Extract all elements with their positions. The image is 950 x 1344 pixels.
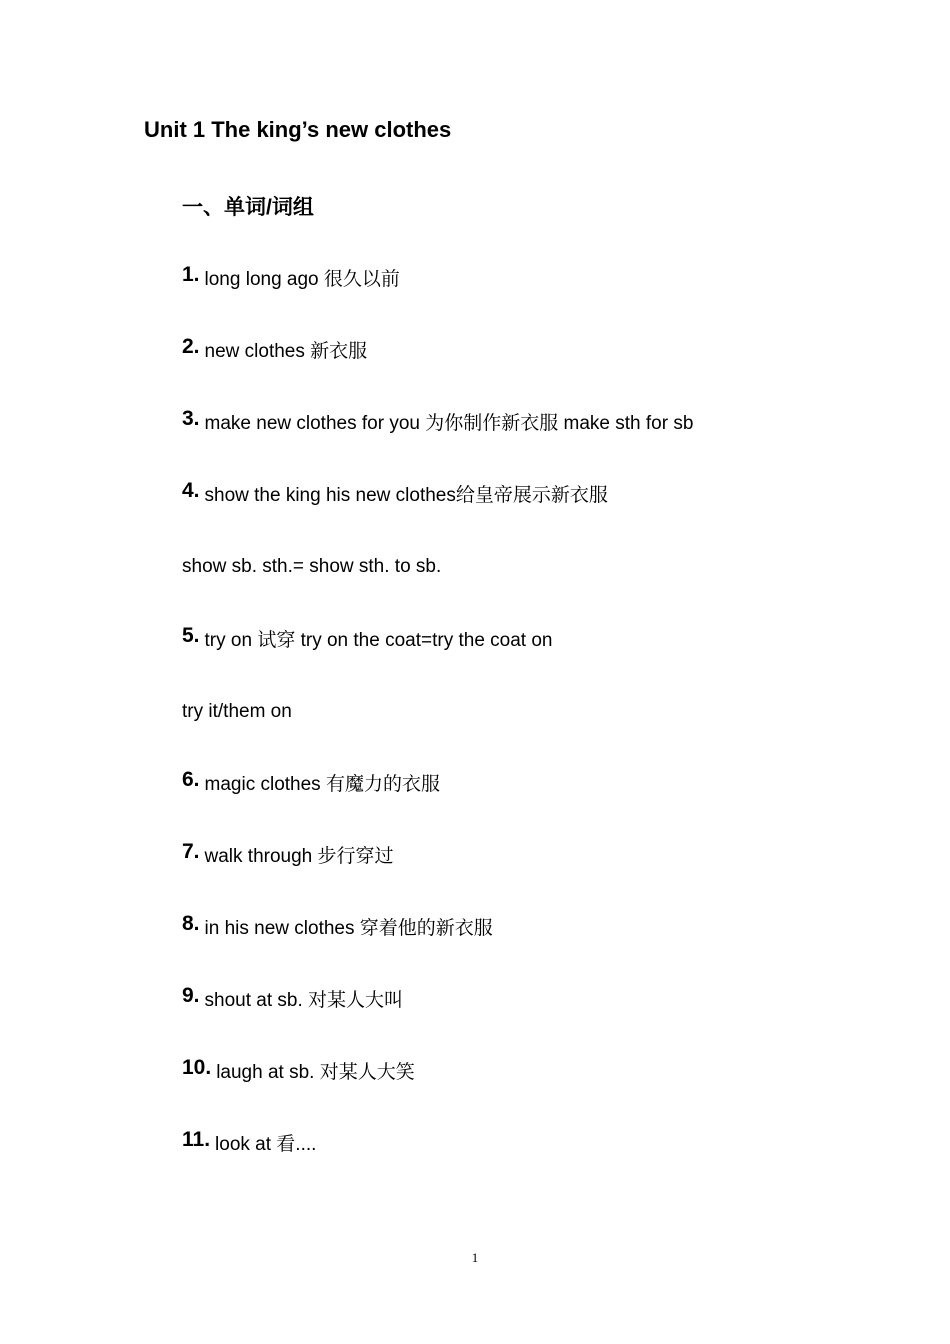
item-number: 9. <box>182 984 200 1007</box>
section-heading: 一、单词/词组 <box>182 196 314 219</box>
item-text: show sb. sth.= show sth. to sb. <box>182 556 442 577</box>
item-text: laugh at sb. 对某人大笑 <box>216 1062 415 1083</box>
list-item <box>182 1128 317 1158</box>
list-item <box>182 263 400 293</box>
item-number: 8. <box>182 912 200 935</box>
item-text: walk through 步行穿过 <box>204 846 394 867</box>
item-text: look at 看.... <box>215 1134 317 1155</box>
document-title: Unit 1 The king’s new clothes <box>144 117 452 142</box>
item-text: try on 试穿 try on the coat=try the coat on <box>204 630 553 651</box>
item-number: 6. <box>182 768 200 791</box>
item-text: shout at sb. 对某人大叫 <box>204 990 404 1011</box>
item-number: 5. <box>182 624 200 647</box>
item-number: 10. <box>182 1056 212 1079</box>
item-number: 2. <box>182 335 200 358</box>
list-item <box>182 624 553 654</box>
item-text: make new clothes for you 为你制作新衣服 make sth for sb <box>204 413 694 434</box>
list-item <box>182 768 440 798</box>
list-item <box>182 840 394 870</box>
item-text: magic clothes 有魔力的衣服 <box>204 774 440 795</box>
list-item <box>182 479 608 509</box>
list-item <box>182 984 404 1014</box>
list-item-continuation <box>182 699 292 725</box>
item-text: long long ago 很久以前 <box>204 269 400 290</box>
item-number: 1. <box>182 263 200 286</box>
item-text: try it/them on <box>182 701 292 722</box>
list-item <box>182 335 368 365</box>
item-number: 11. <box>182 1128 211 1151</box>
item-number: 4. <box>182 479 200 502</box>
list-item <box>182 1056 415 1086</box>
list-item <box>182 912 493 942</box>
item-number: 7. <box>182 840 200 863</box>
list-item <box>182 407 694 437</box>
item-text: in his new clothes 穿着他的新衣服 <box>204 918 493 939</box>
item-text: show the king his new clothes给皇帝展示新衣服 <box>204 485 608 506</box>
item-text: new clothes 新衣服 <box>204 341 368 362</box>
item-number: 3. <box>182 407 200 430</box>
list-item-continuation <box>182 554 441 580</box>
page-number: 1 <box>471 1250 479 1265</box>
